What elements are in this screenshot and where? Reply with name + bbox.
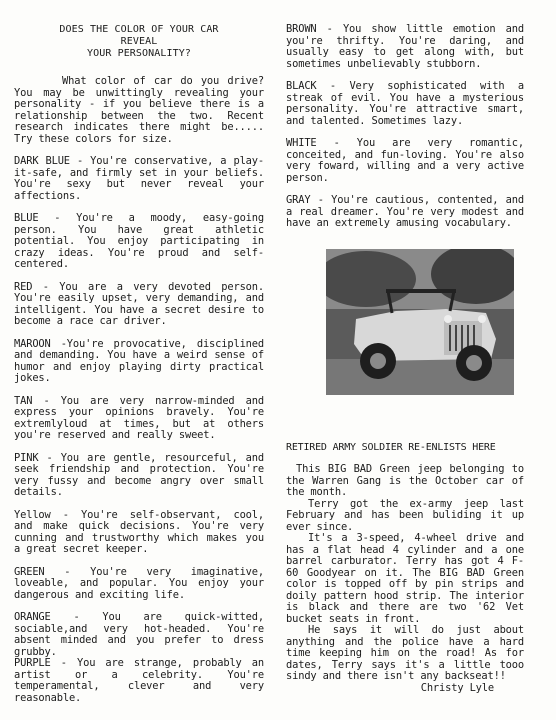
headline-line-2: REVEAL bbox=[120, 36, 158, 47]
left-column bbox=[14, 0, 264, 704]
jeep-illustration bbox=[326, 249, 514, 395]
color-entry-tan: TAN - You are very narrow-minded and express your opinions bravely. You're extremlyloud at times, but at others you're reserved and really sweet. bbox=[14, 394, 264, 441]
color-entry-orange: ORANGE - You are quick-witted, sociable,and very hot-headed. You're absent minded and you prefer to dress grubby. bbox=[14, 611, 264, 658]
jeep-article-title: RETIRED ARMY SOLDIER RE-ENLISTS HERE bbox=[286, 442, 496, 453]
color-entry-maroon: MAROON -You're provocative, disciplined and demanding. You have a weird sense of humor and enjoy playing dirty practical jokes. bbox=[14, 337, 264, 384]
article-paragraph: This BIG BAD Green jeep belonging to the Warren Gang is the October car of the month. bbox=[286, 463, 524, 498]
color-entry-brown: BROWN - You show little emotion and you're thrifty. You're daring, and usually easy to get along with, but sometimes unbelievably stubborn. bbox=[286, 23, 524, 70]
intro-paragraph: What color of car do you drive? You may be unwittingly revealing your personality - if you believe there is a relationship between the two. Recent research indicates there might be..... Try these colors for size. bbox=[14, 75, 264, 145]
color-entry-purple: PURPLE - You are strange, probably an artist or a celebrity. You're temperamental, clever and very reasonable. bbox=[14, 657, 264, 704]
right-column bbox=[286, 0, 524, 720]
color-entry-white: WHITE - You are very romantic, conceited, and fun-loving. You're also very foward, willing and a very active person. bbox=[286, 137, 524, 184]
color-entry-red: RED - You are a very devoted person. You're easily upset, very demanding, and intelligent. You have a secret desire to become a race car driver. bbox=[14, 280, 264, 327]
headline-line-3: YOUR PERSONALITY? bbox=[86, 48, 192, 59]
article-paragraph: It's a 3-speed, 4-wheel drive and has a flat head 4 cylinder and a one barrel carburator. Terry has got 4 F-60 Goodyear on it. The BIG BAD Green color is topped off by pin strips and doily pattern hood strip. The interior is black and there are two '62 Vet bucket seats in front. bbox=[286, 532, 524, 625]
color-entry-yellow: Yellow - You're self-observant, cool, and make quick decisions. You're very cunning and trustworthy which makes you a great secret keeper. bbox=[14, 508, 264, 555]
article-headline bbox=[14, 24, 264, 60]
color-entry-gray: GRAY - You're cautious, contented, and a real dreamer. You're very modest and have an extremely amusing vocabulary. bbox=[286, 194, 524, 229]
article-paragraph: Terry got the ex-army jeep last February and has been buliding it up ever since. bbox=[286, 497, 524, 533]
color-entry-pink: PINK - You are gentle, resourceful, and seek friendship and protection. You're very fussy and become angry over small details. bbox=[14, 451, 264, 498]
color-entry-green: GREEN - You're very imaginative, loveable, and popular. You enjoy your dangerous and exciting life. bbox=[14, 565, 264, 601]
color-entry-black: BLACK - Very sophisticated with a streak of evil. You have a mysterious personality. You're attractive smart, and talented. Sometimes lazy. bbox=[286, 80, 524, 127]
color-entry-blue: BLUE - You're a moody, easy-going person. You have great athletic potential. You enjoy participating in crazy ideas. You're proud and self-centered. bbox=[14, 212, 264, 270]
article-byline: Christy Lyle bbox=[420, 681, 494, 694]
article-paragraph: He says it will do just about anything and the police have a hard time keeping him on the road! As for dates, Terry says it's a little tooo sindy and there isn't any backseat!! bbox=[286, 624, 524, 682]
jeep-article bbox=[286, 464, 524, 694]
headline-line-1: DOES THE COLOR OF YOUR CAR bbox=[59, 24, 219, 35]
color-entry-dark-blue: DARK BLUE - You're conservative, a play-it-safe, and firmly set in your beliefs. You're sexy but never reveal your affections. bbox=[14, 155, 264, 202]
jeep-photo bbox=[326, 249, 514, 395]
